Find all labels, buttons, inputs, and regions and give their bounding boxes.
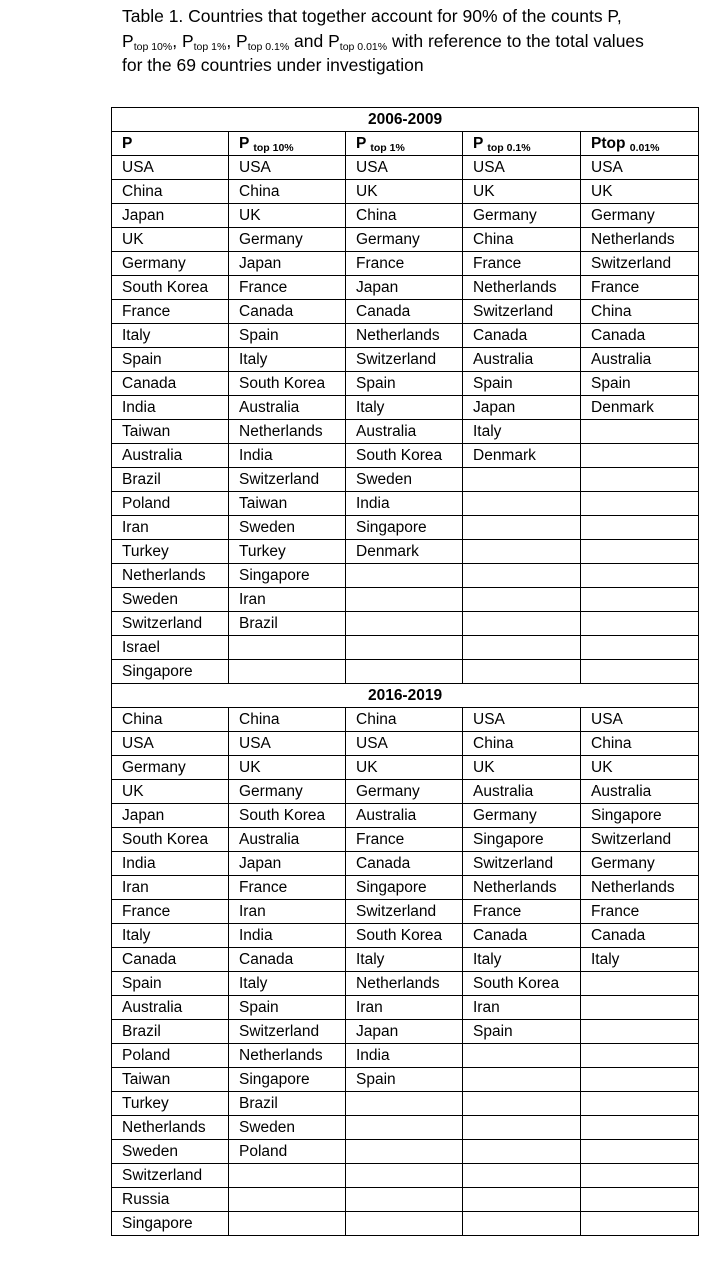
table-row xyxy=(112,588,699,612)
table-cell: France xyxy=(346,828,463,852)
table-cell xyxy=(581,972,699,996)
table-cell: Australia xyxy=(463,780,581,804)
table-cell: Italy xyxy=(229,972,346,996)
caption-subscript: top 0.1% xyxy=(247,40,290,53)
table-row xyxy=(112,852,699,876)
table-cell: Japan xyxy=(346,276,463,300)
table-cell: Australia xyxy=(581,780,699,804)
table-row xyxy=(112,180,699,204)
table-cell xyxy=(581,1116,699,1140)
table-cell: UK xyxy=(463,180,581,204)
table-cell: Netherlands xyxy=(112,564,229,588)
table-cell xyxy=(346,636,463,660)
caption-part: with reference to the total values xyxy=(387,30,644,51)
table-cell: UK xyxy=(112,780,229,804)
table-cell: Singapore xyxy=(112,660,229,684)
table-cell: Italy xyxy=(346,396,463,420)
table-cell xyxy=(581,1092,699,1116)
table-cell: Canada xyxy=(463,324,581,348)
table-cell: Switzerland xyxy=(229,468,346,492)
table-cell: France xyxy=(112,300,229,324)
table-cell: Spain xyxy=(112,972,229,996)
table-cell: Japan xyxy=(229,852,346,876)
table-cell xyxy=(346,1212,463,1236)
table-cell: Brazil xyxy=(112,468,229,492)
table-cell: Switzerland xyxy=(346,900,463,924)
table-cell: Switzerland xyxy=(346,348,463,372)
table-cell xyxy=(581,996,699,1020)
table-cell xyxy=(463,1116,581,1140)
table-cell: Australia xyxy=(112,996,229,1020)
table-cell: Iran xyxy=(112,516,229,540)
table-cell xyxy=(581,1188,699,1212)
column-header-base: P xyxy=(473,135,484,152)
table-cell: Italy xyxy=(229,348,346,372)
table-cell xyxy=(229,1188,346,1212)
table-cell xyxy=(581,564,699,588)
table-row xyxy=(112,300,699,324)
table-cell: Turkey xyxy=(229,540,346,564)
column-header xyxy=(346,132,463,156)
table-row xyxy=(112,1140,699,1164)
table-cell xyxy=(581,1068,699,1092)
table-cell: Switzerland xyxy=(229,1020,346,1044)
table-row xyxy=(112,1044,699,1068)
column-header-base: P xyxy=(239,135,250,152)
table-cell: China xyxy=(581,300,699,324)
table-row xyxy=(112,996,699,1020)
table-cell: Netherlands xyxy=(346,324,463,348)
table-cell: Taiwan xyxy=(229,492,346,516)
table-cell: Spain xyxy=(463,1020,581,1044)
table-row xyxy=(112,924,699,948)
table-cell: China xyxy=(229,180,346,204)
table-cell: France xyxy=(229,276,346,300)
table-cell: USA xyxy=(112,156,229,180)
table-row xyxy=(112,756,699,780)
table-cell: Spain xyxy=(581,372,699,396)
table-row xyxy=(112,804,699,828)
table-cell: Poland xyxy=(229,1140,346,1164)
column-header xyxy=(229,132,346,156)
table-cell: Spain xyxy=(229,324,346,348)
table-row xyxy=(112,444,699,468)
table-cell: Netherlands xyxy=(346,972,463,996)
table-cell: Singapore xyxy=(581,804,699,828)
table-cell: Denmark xyxy=(463,444,581,468)
table-row xyxy=(112,156,699,180)
table-cell xyxy=(463,516,581,540)
table-cell: UK xyxy=(581,180,699,204)
table-cell xyxy=(346,1092,463,1116)
table-cell xyxy=(463,588,581,612)
table-cell: Germany xyxy=(463,204,581,228)
table-cell: South Korea xyxy=(346,924,463,948)
table-cell: Canada xyxy=(112,372,229,396)
caption-part: P xyxy=(122,30,134,51)
table-cell: UK xyxy=(229,756,346,780)
table-cell xyxy=(463,540,581,564)
table-row xyxy=(112,372,699,396)
table-cell: Canada xyxy=(229,300,346,324)
table-cell: Netherlands xyxy=(229,1044,346,1068)
table-cell: Switzerland xyxy=(463,852,581,876)
table-row xyxy=(112,732,699,756)
table-row xyxy=(112,972,699,996)
table-cell: France xyxy=(112,900,229,924)
table-cell: Netherlands xyxy=(463,276,581,300)
table-cell xyxy=(463,1140,581,1164)
table-cell: Iran xyxy=(229,900,346,924)
table-cell: Switzerland xyxy=(463,300,581,324)
table-cell: USA xyxy=(229,732,346,756)
table-row xyxy=(112,900,699,924)
table-cell: Singapore xyxy=(229,564,346,588)
table-cell: Netherlands xyxy=(581,228,699,252)
column-header xyxy=(112,132,229,156)
column-header-subscript: top 0.1% xyxy=(487,142,531,154)
period-label: 2016-2019 xyxy=(112,684,699,708)
table-cell xyxy=(346,660,463,684)
table-cell xyxy=(581,540,699,564)
table-cell xyxy=(463,1212,581,1236)
table-cell: Brazil xyxy=(112,1020,229,1044)
table-cell: Germany xyxy=(229,228,346,252)
table-cell xyxy=(346,1140,463,1164)
table-row xyxy=(112,516,699,540)
table-row xyxy=(112,1164,699,1188)
table-cell: France xyxy=(463,252,581,276)
table-cell: Canada xyxy=(112,948,229,972)
table-cell: Taiwan xyxy=(112,1068,229,1092)
table-cell: Sweden xyxy=(346,468,463,492)
table-row xyxy=(112,540,699,564)
table-cell xyxy=(581,1044,699,1068)
table-cell xyxy=(229,660,346,684)
table-cell: USA xyxy=(463,708,581,732)
column-header xyxy=(581,132,699,156)
table-cell xyxy=(463,564,581,588)
table-row xyxy=(112,324,699,348)
table-cell xyxy=(581,1020,699,1044)
table-cell: Sweden xyxy=(229,1116,346,1140)
table-cell: South Korea xyxy=(229,372,346,396)
countries-table xyxy=(111,107,699,1236)
table-cell: USA xyxy=(463,156,581,180)
table-cell: Denmark xyxy=(581,396,699,420)
period-header-row xyxy=(112,684,699,708)
table-cell: India xyxy=(346,1044,463,1068)
caption-part: , P xyxy=(226,30,248,51)
column-header-row xyxy=(112,132,699,156)
table-cell: UK xyxy=(346,180,463,204)
table-cell: Italy xyxy=(463,948,581,972)
table-cell: Canada xyxy=(581,324,699,348)
table-cell: India xyxy=(112,852,229,876)
table-cell: UK xyxy=(463,756,581,780)
table-cell: UK xyxy=(346,756,463,780)
table-cell xyxy=(346,588,463,612)
caption-subscript: top 10% xyxy=(133,40,173,53)
table-cell xyxy=(346,1188,463,1212)
table-row xyxy=(112,708,699,732)
table-cell: USA xyxy=(346,732,463,756)
table-cell xyxy=(581,492,699,516)
table-cell: Spain xyxy=(346,1068,463,1092)
table-cell: Netherlands xyxy=(112,1116,229,1140)
table-cell xyxy=(463,492,581,516)
table-cell: China xyxy=(346,204,463,228)
table-cell: Germany xyxy=(581,204,699,228)
table-row xyxy=(112,276,699,300)
table-cell: China xyxy=(463,228,581,252)
table-row xyxy=(112,1020,699,1044)
table-cell: Russia xyxy=(112,1188,229,1212)
caption-part: , P xyxy=(172,30,194,51)
table-cell: Brazil xyxy=(229,1092,346,1116)
table-cell: Canada xyxy=(463,924,581,948)
table-cell: South Korea xyxy=(229,804,346,828)
table-cell: India xyxy=(346,492,463,516)
table-cell: Germany xyxy=(463,804,581,828)
table-row xyxy=(112,564,699,588)
table-cell: India xyxy=(229,444,346,468)
table-cell: South Korea xyxy=(112,276,229,300)
table-cell xyxy=(463,612,581,636)
table-row xyxy=(112,468,699,492)
period-label: 2006-2009 xyxy=(112,108,699,132)
table-cell: Singapore xyxy=(229,1068,346,1092)
column-header-base: P xyxy=(356,135,367,152)
table-cell xyxy=(581,660,699,684)
table-cell: Italy xyxy=(112,324,229,348)
table-row xyxy=(112,204,699,228)
table-row xyxy=(112,492,699,516)
table-cell: Spain xyxy=(112,348,229,372)
table-cell: Singapore xyxy=(463,828,581,852)
table-cell: Denmark xyxy=(346,540,463,564)
column-header-subscript: 0.01% xyxy=(629,142,660,154)
table-cell: Spain xyxy=(463,372,581,396)
table-cell xyxy=(581,444,699,468)
table-cell: Sweden xyxy=(112,1140,229,1164)
table-cell: Australia xyxy=(229,828,346,852)
table-cell xyxy=(581,1164,699,1188)
table-cell: Netherlands xyxy=(463,876,581,900)
table-cell xyxy=(581,636,699,660)
table-row xyxy=(112,876,699,900)
table-cell xyxy=(581,588,699,612)
table-cell: UK xyxy=(229,204,346,228)
table-cell: South Korea xyxy=(112,828,229,852)
table-cell: India xyxy=(229,924,346,948)
table-cell: Iran xyxy=(463,996,581,1020)
table-cell xyxy=(581,1212,699,1236)
caption-subscript: top 0.01% xyxy=(339,40,388,53)
table-cell xyxy=(581,516,699,540)
table-row xyxy=(112,1116,699,1140)
column-header-base: P xyxy=(122,135,133,152)
table-cell: Israel xyxy=(112,636,229,660)
table-cell: China xyxy=(346,708,463,732)
table-cell: Canada xyxy=(346,852,463,876)
table-cell: Taiwan xyxy=(112,420,229,444)
table-cell: Australia xyxy=(229,396,346,420)
table-row xyxy=(112,348,699,372)
table-cell: Singapore xyxy=(346,876,463,900)
table-row xyxy=(112,780,699,804)
period-header-row xyxy=(112,108,699,132)
table-cell xyxy=(463,1044,581,1068)
table-cell: Poland xyxy=(112,492,229,516)
table-cell: Brazil xyxy=(229,612,346,636)
table-cell: France xyxy=(581,276,699,300)
table-cell: Australia xyxy=(463,348,581,372)
table-cell: Sweden xyxy=(229,516,346,540)
table-cell: Germany xyxy=(229,780,346,804)
table-row xyxy=(112,396,699,420)
table-cell: Singapore xyxy=(346,516,463,540)
caption-line-1: Table 1. Countries that together account for 90% of the counts P, xyxy=(122,6,622,26)
table-cell: South Korea xyxy=(463,972,581,996)
table-cell: Turkey xyxy=(112,1092,229,1116)
table-cell: China xyxy=(229,708,346,732)
table-cell: Netherlands xyxy=(581,876,699,900)
table-cell: Iran xyxy=(112,876,229,900)
table-cell: USA xyxy=(229,156,346,180)
table-cell: China xyxy=(112,180,229,204)
column-header-subscript: top 10% xyxy=(253,142,294,154)
table-cell: Switzerland xyxy=(112,1164,229,1188)
table-row xyxy=(112,948,699,972)
table-row xyxy=(112,420,699,444)
caption-line-2 xyxy=(122,29,702,54)
table-row xyxy=(112,1092,699,1116)
table-row xyxy=(112,228,699,252)
table-cell: Italy xyxy=(463,420,581,444)
table-cell: USA xyxy=(581,708,699,732)
table-cell xyxy=(581,1140,699,1164)
table-cell: France xyxy=(581,900,699,924)
table-cell xyxy=(581,468,699,492)
table-cell: Australia xyxy=(346,804,463,828)
table-cell: France xyxy=(463,900,581,924)
table-cell: Iran xyxy=(229,588,346,612)
table-cell xyxy=(581,420,699,444)
table-cell xyxy=(346,1164,463,1188)
table-cell: Italy xyxy=(112,924,229,948)
table-cell: Germany xyxy=(112,756,229,780)
table-cell: Japan xyxy=(229,252,346,276)
table-caption xyxy=(122,4,702,78)
table-cell: Japan xyxy=(346,1020,463,1044)
table-cell: Germany xyxy=(346,228,463,252)
caption-subscript: top 1% xyxy=(193,40,227,53)
table-row xyxy=(112,612,699,636)
table-cell: Canada xyxy=(346,300,463,324)
table-row xyxy=(112,1188,699,1212)
table-cell: USA xyxy=(112,732,229,756)
table-cell xyxy=(346,564,463,588)
table-cell: Germany xyxy=(346,780,463,804)
table-cell: UK xyxy=(581,756,699,780)
table-cell: Spain xyxy=(346,372,463,396)
table-cell xyxy=(463,660,581,684)
column-header xyxy=(463,132,581,156)
table-cell xyxy=(229,636,346,660)
table-cell xyxy=(463,1164,581,1188)
table-cell: Switzerland xyxy=(581,252,699,276)
column-header-base: Ptop xyxy=(591,135,626,152)
column-header-subscript: top 1% xyxy=(370,142,405,154)
table-cell: Poland xyxy=(112,1044,229,1068)
table-cell xyxy=(463,1068,581,1092)
table-cell: Australia xyxy=(346,420,463,444)
table-cell: Iran xyxy=(346,996,463,1020)
table-cell xyxy=(463,1092,581,1116)
table-cell: Canada xyxy=(581,924,699,948)
table-cell: China xyxy=(463,732,581,756)
table-cell: Italy xyxy=(581,948,699,972)
table-cell: Japan xyxy=(112,204,229,228)
table-cell: Germany xyxy=(581,852,699,876)
table-cell: Australia xyxy=(581,348,699,372)
table-cell: Spain xyxy=(229,996,346,1020)
table-cell: USA xyxy=(581,156,699,180)
table-row xyxy=(112,828,699,852)
table-cell: Sweden xyxy=(112,588,229,612)
table-cell: Australia xyxy=(112,444,229,468)
table-cell: Switzerland xyxy=(581,828,699,852)
table-cell: France xyxy=(229,876,346,900)
table-cell: Turkey xyxy=(112,540,229,564)
table-cell: Japan xyxy=(112,804,229,828)
table-cell xyxy=(229,1164,346,1188)
table-cell xyxy=(463,468,581,492)
table-cell xyxy=(346,1116,463,1140)
table-cell: Netherlands xyxy=(229,420,346,444)
table-cell: Germany xyxy=(112,252,229,276)
table-cell: UK xyxy=(112,228,229,252)
table-cell: Canada xyxy=(229,948,346,972)
table-cell: India xyxy=(112,396,229,420)
table-row xyxy=(112,660,699,684)
table-cell: China xyxy=(581,732,699,756)
table-cell xyxy=(463,1188,581,1212)
table-cell: South Korea xyxy=(346,444,463,468)
table-row xyxy=(112,1068,699,1092)
table-cell: USA xyxy=(346,156,463,180)
table-cell xyxy=(463,636,581,660)
table-cell: France xyxy=(346,252,463,276)
table-cell xyxy=(581,612,699,636)
table-row xyxy=(112,252,699,276)
caption-part: and P xyxy=(289,30,340,51)
table-cell: Japan xyxy=(463,396,581,420)
table-cell: Singapore xyxy=(112,1212,229,1236)
table-cell: Switzerland xyxy=(112,612,229,636)
table-cell: Italy xyxy=(346,948,463,972)
table-cell: China xyxy=(112,708,229,732)
table-cell xyxy=(229,1212,346,1236)
table-row xyxy=(112,636,699,660)
caption-line-3: for the 69 countries under investigation xyxy=(122,55,424,75)
table-cell xyxy=(346,612,463,636)
table-row xyxy=(112,1212,699,1236)
